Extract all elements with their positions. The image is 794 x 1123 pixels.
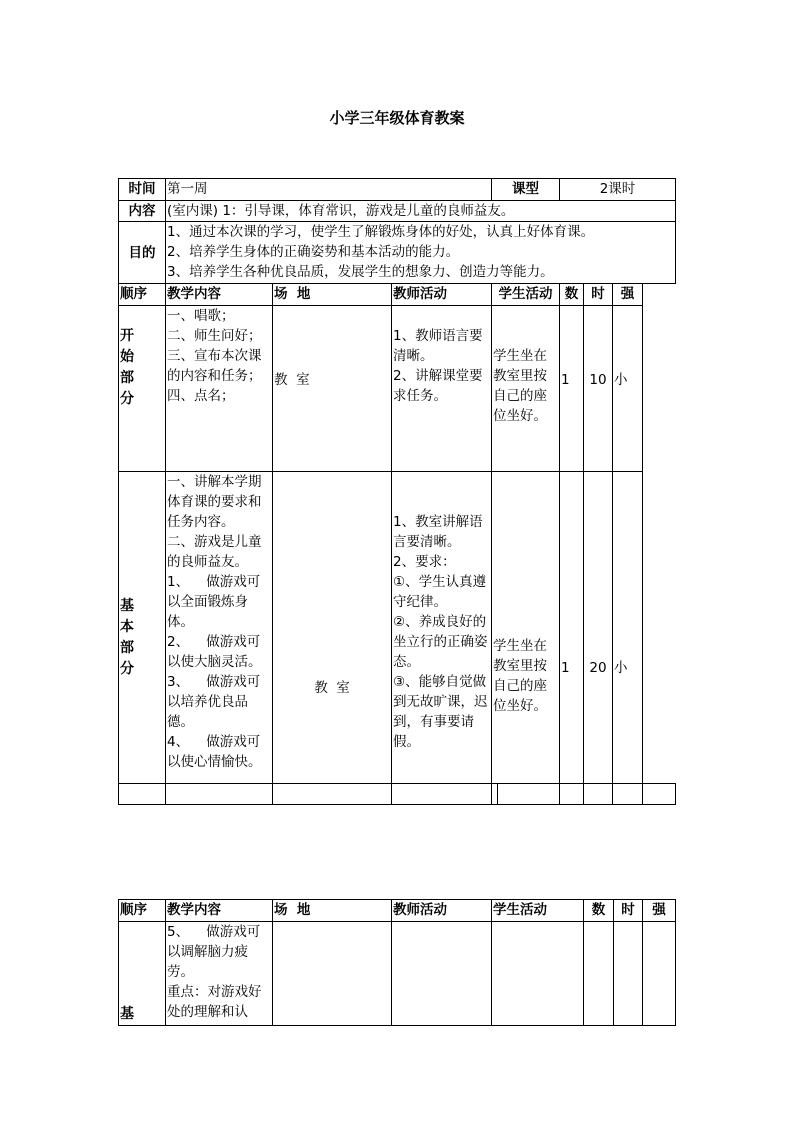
column-header-row bbox=[119, 284, 676, 306]
page-title: 小学三年级体育教案 bbox=[329, 109, 465, 127]
section-basic-label: 基 本 部 分 bbox=[119, 472, 166, 784]
section-start-venue: 教 室 bbox=[273, 306, 392, 472]
col-intensity: 强 bbox=[643, 900, 676, 922]
section-basic-content: 一、讲解本学期体育课的要求和任务内容。 二、游戏是儿童的良师益友。 1、 做游戏可以全面锻炼身体。 2、 做游戏可以使大脑灵活。 3、 做游戏可以培养优良品德。 4、 做游戏可以使心情愉快。 bbox=[166, 472, 273, 784]
section-basic-student: 学生坐在教室里按自己的座位坐好。 bbox=[492, 472, 560, 784]
section-basic-teacher: 1、教室讲解语言要清晰。 2、要求： ①、学生认真遵守纪律。 ②、养成良好的坐立行的正确姿态。 ③、能够自觉做到无故旷课，迟到，有事要请假。 bbox=[392, 472, 492, 784]
col-student: 学生活动 bbox=[492, 284, 560, 306]
goal-row bbox=[119, 222, 676, 284]
section-start-count: 1 bbox=[560, 306, 584, 472]
col-content: 教学内容 bbox=[166, 284, 273, 306]
col-order: 顺序 bbox=[119, 284, 166, 306]
empty-row bbox=[119, 784, 676, 805]
section-basic-intensity: 小 bbox=[613, 472, 643, 784]
section-start-time: 10 bbox=[584, 306, 613, 472]
section-basic-row bbox=[119, 472, 676, 784]
col-teacher: 教师活动 bbox=[392, 284, 492, 306]
section-basic-continued-label: 基 bbox=[119, 922, 166, 1026]
col-count: 数 bbox=[560, 284, 584, 306]
section-basic-continued-content: 5、 做游戏可以调解脑力疲劳。 重点：对游戏好处的理解和认 bbox=[166, 922, 273, 1026]
goal-label: 目的 bbox=[119, 222, 166, 284]
col-teacher: 教师活动 bbox=[392, 900, 492, 922]
content-label: 内容 bbox=[119, 201, 166, 222]
section-basic-continued-row bbox=[119, 922, 676, 1026]
type-label: 课型 bbox=[492, 179, 560, 201]
goal-item: 2、培养学生身体的正确姿势和基本活动的能力。 bbox=[167, 244, 460, 260]
section-start-student: 学生坐在教室里按自己的座位坐好。 bbox=[492, 306, 560, 472]
col-count: 数 bbox=[584, 900, 614, 922]
type-value: 2课时 bbox=[560, 179, 676, 201]
goal-item: 1、通过本次课的学习，使学生了解锻炼身体的好处，认真上好体育课。 bbox=[167, 224, 595, 240]
section-basic-time: 20 bbox=[584, 472, 613, 784]
col-venue: 场 地 bbox=[273, 900, 392, 922]
section-start-label: 开 始 部 分 bbox=[119, 306, 166, 472]
col-time: 时 bbox=[614, 900, 643, 922]
section-start-teacher: 1、教师语言要清晰。 2、讲解课堂要求任务。 bbox=[392, 306, 492, 472]
column-header-row bbox=[119, 900, 676, 922]
time-label: 时间 bbox=[119, 179, 166, 201]
time-value: 第一周 bbox=[166, 179, 492, 201]
col-order: 顺序 bbox=[119, 900, 166, 922]
time-row bbox=[119, 179, 676, 201]
lesson-plan-table bbox=[118, 178, 676, 805]
col-content: 教学内容 bbox=[166, 900, 273, 922]
goal-list bbox=[166, 222, 676, 284]
goal-item: 3、培养学生各种优良品质，发展学生的想象力、创造力等能力。 bbox=[167, 264, 554, 280]
section-start-row bbox=[119, 306, 676, 472]
col-intensity: 强 bbox=[613, 284, 643, 306]
col-venue: 场 地 bbox=[273, 284, 392, 306]
content-row bbox=[119, 201, 676, 222]
section-basic-venue: 教 室 bbox=[273, 472, 392, 784]
content-value: (室内课) 1：引导课，体育常识，游戏是儿童的良师益友。 bbox=[166, 201, 676, 222]
col-time: 时 bbox=[584, 284, 613, 306]
col-student: 学生活动 bbox=[492, 900, 584, 922]
section-basic-count: 1 bbox=[560, 472, 584, 784]
lesson-plan-table-continued bbox=[118, 899, 676, 1026]
section-start-intensity: 小 bbox=[613, 306, 643, 472]
section-start-content: 一、唱歌； 二、师生问好； 三、宣布本次课的内容和任务； 四、点名； bbox=[166, 306, 273, 472]
